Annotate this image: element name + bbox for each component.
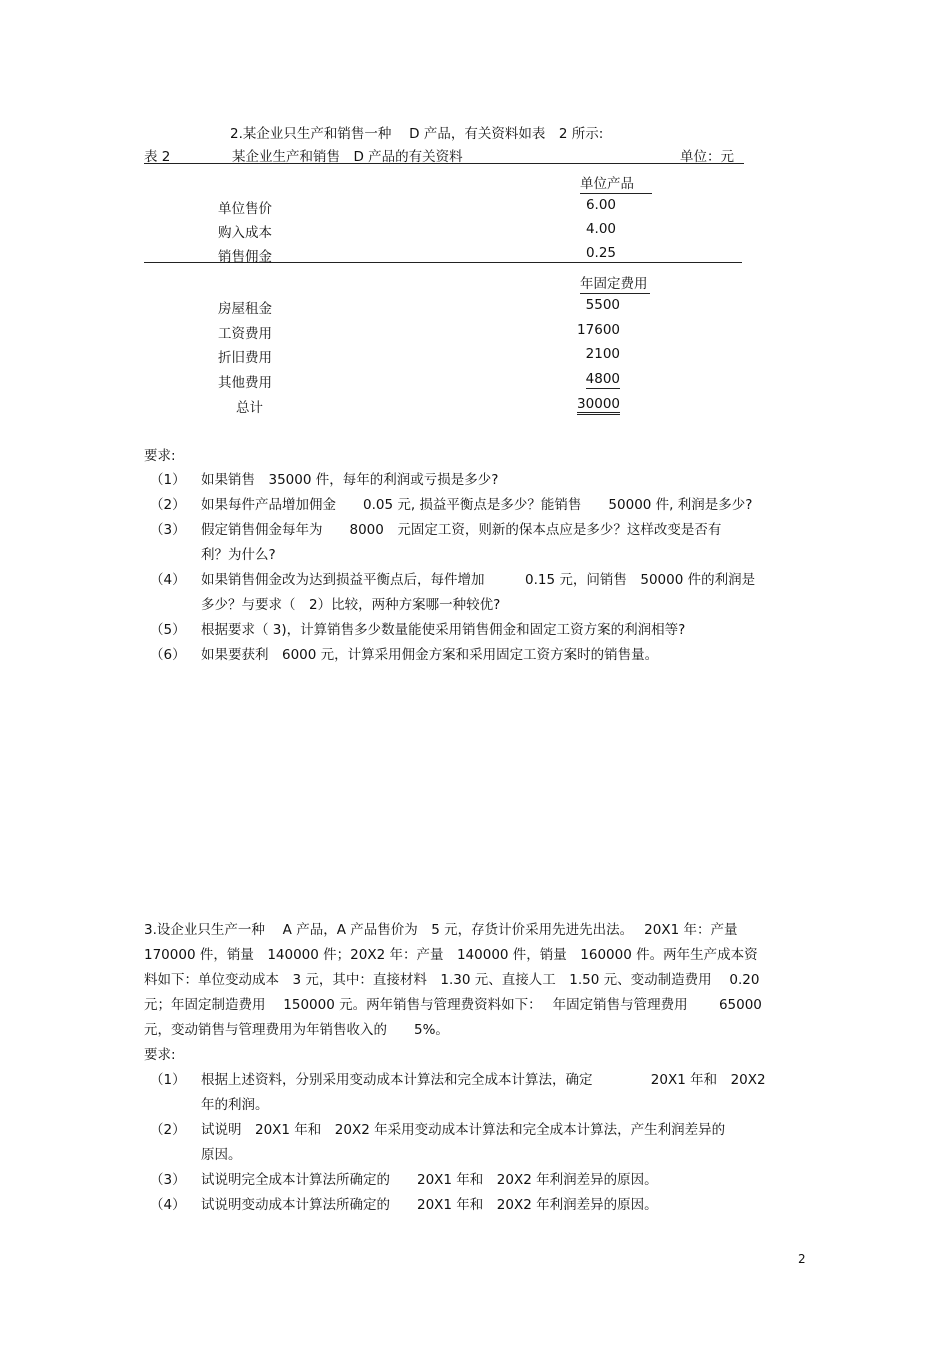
unit-header: 单位产品 xyxy=(580,172,652,192)
page-number: 2 xyxy=(798,1252,806,1266)
fixed-row-value: 2100 xyxy=(585,346,620,362)
unit-row-value: 0.25 xyxy=(585,245,616,261)
requirements-label: 要求: xyxy=(144,1047,176,1063)
unit-row-value: 6.00 xyxy=(585,197,616,213)
table-mid-rule xyxy=(144,262,742,263)
fixed-row-value: 17600 xyxy=(577,322,620,338)
problem3-paragraph-line: 料如下：单位变动成本 3 元，其中：直接材料 1.30 元、直接人工 1.50 元、变动制造费用 0.20 xyxy=(144,972,760,988)
fixed-row-item: 工资费用 xyxy=(218,326,272,342)
requirement-number: （2） xyxy=(150,497,186,513)
fixed-row-item: 房屋租金 xyxy=(218,301,272,317)
fixed-row-item: 其他费用 xyxy=(218,375,272,391)
unit-row-item: 购入成本 xyxy=(218,225,272,241)
requirement-text: 试说明变动成本计算法所确定的 20X1 年和 20X2 年利润差异的原因。 xyxy=(201,1197,658,1213)
problem3-paragraph-line: 3.设企业只生产一种 A 产品，A 产品售价为 5 元，存货计价采用先进先出法。 20X1 年：产量 xyxy=(144,922,738,938)
requirement-text-continued: 年的利润。 xyxy=(201,1097,269,1113)
table-top-rule xyxy=(144,163,744,164)
requirement-number: （1） xyxy=(150,472,186,488)
fixed-row-value: 4800 xyxy=(585,371,620,387)
unit-row-value: 4.00 xyxy=(585,221,616,237)
requirement-number: （3） xyxy=(150,1172,186,1188)
problem2-intro: 2.某企业只生产和销售一种 D 产品，有关资料如表 2 所示: xyxy=(230,126,604,142)
problem3-paragraph-line: 170000 件，销量 140000 件；20X2 年：产量 140000 件，销量 160000 件。两年生产成本资 xyxy=(144,947,758,963)
requirement-text: 试说明完全成本计算法所确定的 20X1 年和 20X2 年利润差异的原因。 xyxy=(201,1172,658,1188)
requirement-text: 如果每件产品增加佣金 0.05 元, 损益平衡点是多少？能销售 50000 件, 利润是多少? xyxy=(201,497,753,513)
requirement-text: 如果要获利 6000 元，计算采用佣金方案和采用固定工资方案时的销售量。 xyxy=(201,647,659,663)
requirement-text: 根据上述资料，分别采用变动成本计算法和完全成本计算法，确定 20X1 年和 20X2 xyxy=(201,1072,766,1088)
requirements-label: 要求: xyxy=(144,448,176,464)
fixed-row-value: 5500 xyxy=(585,297,620,313)
requirement-text: 如果销售佣金改为达到损益平衡点后，每件增加 0.15 元，问销售 50000 件的利润是 xyxy=(201,572,756,588)
requirement-number: （2） xyxy=(150,1122,186,1138)
requirement-number: （4） xyxy=(150,1197,186,1213)
problem3-paragraph-line: 元；年固定制造费用 150000 元。两年销售与管理费资料如下： 年固定销售与管理费用 65000 xyxy=(144,997,762,1013)
unit-row-item: 销售佣金 xyxy=(218,249,272,265)
requirement-text-continued: 利？为什么? xyxy=(201,547,276,563)
requirement-text: 根据要求（ 3)，计算销售多少数量能使采用销售佣金和固定工资方案的利润相等? xyxy=(201,622,686,638)
requirement-text-continued: 原因。 xyxy=(201,1147,242,1163)
requirement-number: （6） xyxy=(150,647,186,663)
total-item: 总计 xyxy=(236,400,263,416)
fixed-row-item: 折旧费用 xyxy=(218,350,272,366)
table-title: 某企业生产和销售 D 产品的有关资料 xyxy=(232,149,463,165)
unit-row-item: 单位售价 xyxy=(218,201,272,217)
requirement-number: （4） xyxy=(150,572,186,588)
total-value: 30000 xyxy=(572,396,620,412)
requirement-text: 如果销售 35000 件，每年的利润或亏损是多少? xyxy=(201,472,499,488)
table-label: 表 2 xyxy=(144,149,171,165)
requirement-text: 试说明 20X1 年和 20X2 年采用变动成本计算法和完全成本计算法，产生利润差异的 xyxy=(201,1122,726,1138)
requirement-number: （1） xyxy=(150,1072,186,1088)
requirement-number: （3） xyxy=(150,522,186,538)
requirement-text: 假定销售佣金每年为 8000 元固定工资，则新的保本点应是多少？这样改变是否有 xyxy=(201,522,722,538)
requirement-number: （5） xyxy=(150,622,186,638)
fixed-header: 年固定费用 xyxy=(580,276,648,292)
requirement-text-continued: 多少？与要求（ 2）比较，两种方案哪一种较优? xyxy=(201,597,501,613)
table-unit: 单位：元 xyxy=(680,149,734,165)
problem3-paragraph-line: 元，变动销售与管理费用为年销售收入的 5%。 xyxy=(144,1022,449,1038)
